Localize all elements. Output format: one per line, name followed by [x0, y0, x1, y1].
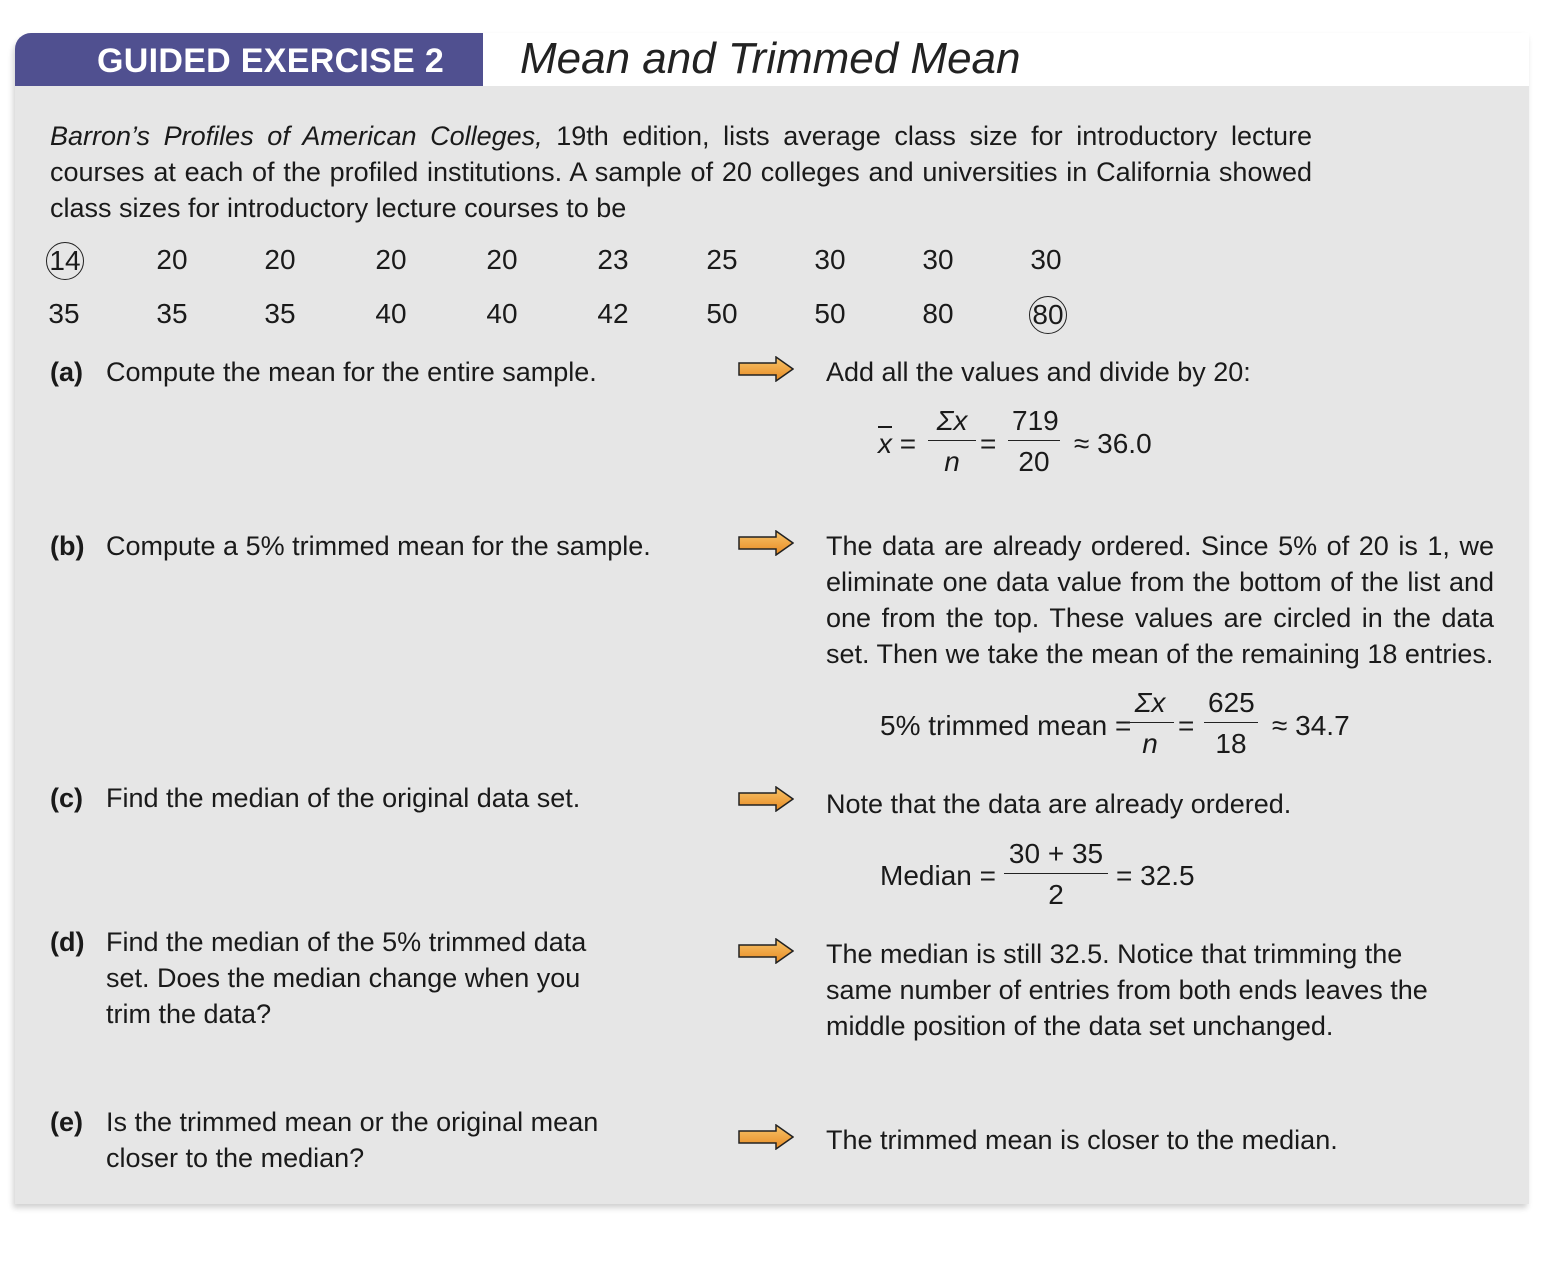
median-lhs: Median =	[880, 860, 996, 891]
data-value: 40	[375, 298, 407, 329]
data-value: 50	[706, 298, 738, 329]
data-value: 35	[156, 298, 188, 329]
question-a	[50, 354, 670, 390]
question-e	[50, 1104, 670, 1176]
answer-d-text: The median is still 32.5. Notice that trimming the same number of entries from both ends leaves the middle position of the data set unchanged.	[826, 939, 1428, 1041]
arrow-right-icon	[738, 1124, 794, 1150]
intro-text: 19th edition, lists average class size for introductory lecture courses at each of the profiled institutions. A sample of 20 colleges and universities in California showed class sizes for introductory lecture courses to be	[50, 121, 1313, 223]
arrow-right-icon	[738, 356, 794, 382]
question-label: (a)	[50, 357, 83, 387]
equals-sign: =	[1178, 710, 1195, 741]
data-value: 40	[486, 298, 518, 329]
data-value: 20	[264, 244, 296, 275]
question-text: Find the median of the 5% trimmed data set. Does the median change when you trim the data?	[106, 927, 587, 1029]
question-label: (b)	[50, 531, 85, 561]
intro-paragraph	[50, 118, 1312, 226]
data-value: 35	[264, 298, 296, 329]
trimmed-mean-lhs: 5% trimmed mean =	[880, 710, 1132, 741]
question-c	[50, 780, 670, 816]
question-text: Compute a 5% trimmed mean for the sample.	[106, 531, 651, 561]
arrow-right-icon	[738, 530, 794, 556]
data-value: 30	[814, 244, 846, 275]
arrow-right-icon	[738, 786, 794, 812]
data-value: 80	[922, 298, 954, 329]
question-b	[50, 528, 670, 564]
data-value: 30	[922, 244, 954, 275]
mean-lhs: $\overline{x}$ =	[878, 428, 917, 459]
data-value: 42	[597, 298, 629, 329]
question-label: (d)	[50, 927, 85, 957]
question-text: Is the trimmed mean or the original mean closer to the median?	[106, 1107, 599, 1173]
equals-sign: =	[980, 428, 997, 459]
fraction-numeric: $\frac{30 + 35}{2}$	[1004, 837, 1108, 912]
question-text: Compute the mean for the entire sample.	[106, 357, 597, 387]
exercise-title: Mean and Trimmed Mean	[520, 34, 1021, 83]
question-d	[50, 924, 670, 1032]
answer-e-text: The trimmed mean is closer to the median.	[826, 1125, 1338, 1155]
trimmed-mean-result: ≈ 34.7	[1272, 710, 1350, 741]
fraction-numeric: $\frac{625}{18}$	[1204, 686, 1258, 761]
fraction-symbolic: $\frac{\Sigma x}{n}$	[928, 404, 976, 479]
question-label: (c)	[50, 783, 83, 813]
data-value: 50	[814, 298, 846, 329]
data-value-circled: 14	[37, 242, 97, 280]
exercise-label: GUIDED EXERCISE 2	[15, 33, 483, 86]
data-value: 35	[48, 298, 80, 329]
data-value-circled: 80	[1020, 296, 1080, 334]
fraction-symbolic: $\frac{\Sigma x}{n}$	[1126, 686, 1174, 761]
question-text: Find the median of the original data set.	[106, 783, 581, 813]
mean-result: ≈ 36.0	[1074, 428, 1152, 459]
answer-c-text: Note that the data are already ordered.	[826, 789, 1292, 819]
data-value: 30	[1030, 244, 1062, 275]
data-value: 20	[486, 244, 518, 275]
median-result: = 32.5	[1116, 860, 1195, 891]
data-value: 25	[706, 244, 738, 275]
data-value: 23	[597, 244, 629, 275]
question-label: (e)	[50, 1107, 83, 1137]
answer-b-text: The data are already ordered. Since 5% of 20 is 1, we eliminate one data value from the bottom of the list and one from the top. These values are circled in the data set. Then we take the mean of the remaining 18 entries.	[826, 531, 1494, 669]
data-value: 20	[375, 244, 407, 275]
answer-a-text: Add all the values and divide by 20:	[826, 357, 1251, 387]
source-title: Barron’s Profiles of American Colleges,	[50, 121, 543, 151]
arrow-right-icon	[738, 938, 794, 964]
data-value: 20	[156, 244, 188, 275]
fraction-numeric: $\frac{719}{20}$	[1008, 404, 1060, 479]
